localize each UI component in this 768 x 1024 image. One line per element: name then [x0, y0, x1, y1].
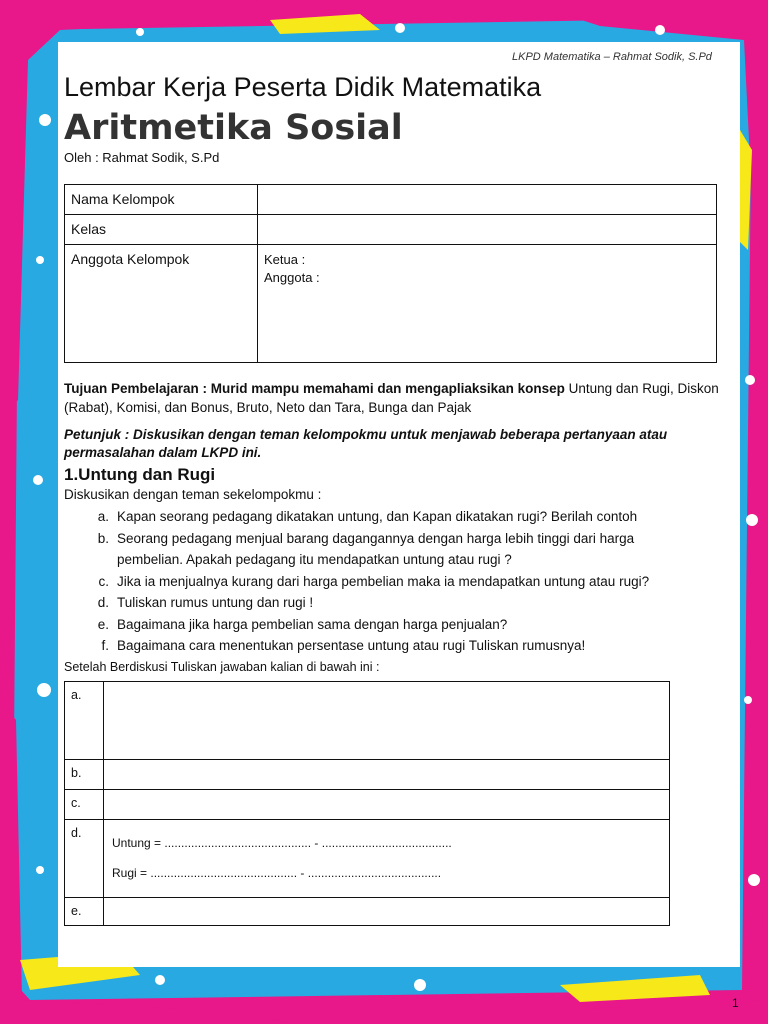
page-number: 1: [732, 996, 739, 1010]
formula-rugi: Rugi = ............................................ - ........................................: [112, 866, 442, 880]
field-kelas[interactable]: [258, 215, 717, 245]
question-item: c. Jika ia menjualnya kurang dari harga pembelian maka ia mendapatkan untung atau rugi?: [98, 573, 650, 589]
learning-objective-label: Tujuan Pembelajaran : Murid mampu memahami dan mengapliaksikan konsep: [64, 381, 565, 396]
field-anggota-kelompok[interactable]: [258, 245, 717, 363]
question-item: e. Bagaimana jika harga pembelian sama dengan harga penjualan?: [97, 616, 508, 632]
title-line-2: Aritmetika Sosial: [64, 108, 403, 148]
question-list: [64, 506, 736, 657]
learning-objective: [64, 379, 736, 417]
answer-label-c: c.: [65, 790, 104, 820]
answer-field-d[interactable]: [104, 820, 670, 898]
answer-label-d: d.: [65, 820, 104, 898]
answer-field-c[interactable]: [104, 790, 670, 820]
answer-table: [64, 681, 670, 926]
header-note: LKPD Matematika – Rahmat Sodik, S.Pd: [512, 51, 712, 63]
question-item: pembelian. Apakah pedagang itu mendapatkan untung atau rugi ?: [117, 552, 512, 567]
intro-text: Diskusikan dengan teman sekelompokmu :: [64, 487, 322, 502]
answer-field-b[interactable]: [104, 760, 670, 790]
answer-label-e: e.: [65, 898, 104, 926]
instructions: Petunjuk : Diskusikan dengan teman kelompokmu untuk menjawab beberapa pertanyaan atau permasalahan dalam LKPD ini.: [64, 427, 668, 460]
answer-field-e[interactable]: [104, 898, 670, 926]
label-ketua: Ketua :: [264, 252, 306, 267]
answer-field-a[interactable]: [104, 682, 670, 760]
title-line-1: Lembar Kerja Peserta Didik Matematika: [64, 72, 542, 102]
group-info-table: [64, 184, 717, 363]
answer-label-a: a.: [65, 682, 104, 760]
answer-instruction: Setelah Berdiskusi Tuliskan jawaban kalian di bawah ini :: [64, 660, 380, 674]
label-kelas: Kelas: [65, 215, 258, 245]
question-item: d. Tuliskan rumus untung dan rugi !: [97, 595, 314, 610]
learning-objective-text: Untung dan Rugi, Diskon (Rabat), Komisi, dan Bonus, Bruto, Neto dan Tara, Bunga dan Pajak: [64, 381, 719, 415]
label-anggota-kelompok: Anggota Kelompok: [65, 245, 258, 363]
formula-untung: Untung = ............................................ - .......................................: [112, 836, 452, 850]
section-title: 1.Untung dan Rugi: [64, 465, 216, 484]
author: Oleh : Rahmat Sodik, S.Pd: [64, 150, 220, 165]
answer-label-b: b.: [65, 760, 104, 790]
question-item: f. Bagaimana cara menentukan persentase untung atau rugi Tuliskan rumusnya!: [101, 638, 586, 653]
label-anggota: Anggota :: [264, 270, 320, 285]
question-item: b. Seorang pedagang menjual barang dagangannya dengan harga lebih tinggi dari harga: [97, 530, 635, 546]
label-nama-kelompok: Nama Kelompok: [65, 185, 258, 215]
question-item: a. Kapan seorang pedagang dikatakan untung, dan Kapan dikatakan rugi? Berilah contoh: [97, 509, 638, 524]
field-nama-kelompok[interactable]: [258, 185, 717, 215]
